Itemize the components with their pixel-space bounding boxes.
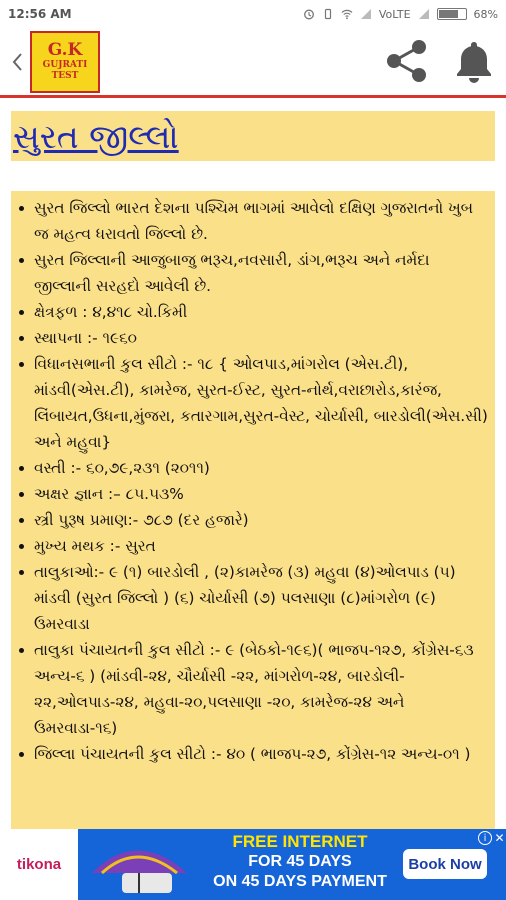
signal-icon-2 <box>418 8 430 20</box>
list-item: ક્ષેત્રફળ : ૪,૪૧૮ ચો.કિમી <box>19 299 489 325</box>
ad-copy <box>200 833 400 890</box>
ad-brand: tikona <box>16 856 62 873</box>
logo-test: TEST <box>51 71 79 81</box>
facts-box <box>11 191 495 829</box>
bell-icon[interactable] <box>452 38 496 84</box>
ad-headline: FREE INTERNET <box>232 832 368 851</box>
list-item: વસ્તી :- ૬૦,૭૯,૨૩૧ (૨૦૧૧) <box>19 455 489 481</box>
alarm-icon <box>303 8 315 20</box>
list-item: તાલુકા પંચાયતની કુલ સીટો :- ૯ (બેઠકો-૧૯૬)( ભાજપ-૧૨૭, કોંગ્રેસ-૬૩ અન્ય-૬ ) (માંડવી-૨૪, ચૌર્યાસી -૨૨, માંગરોળ-૨૪, બારડોલી- ૨૨,ઓલપાડ-૨૪, મહુવા-૨૦,પલસાણા -૨૦, કામરેજ-૨૪ અને ઉમરવાડા-૧૬) <box>19 637 489 741</box>
list-item: જિલ્લા પંચાયતની કુલ સીટો :- ૪૦ ( ભાજપ-૨૭, કોંગ્રેસ-૧૨ અન્ય-૦૧ ) <box>19 741 489 767</box>
ad-line2: FOR 45 DAYS <box>248 852 352 870</box>
facts-list <box>19 195 489 767</box>
ad-line3: ON 45 DAYS PAYMENT <box>213 872 387 890</box>
app-bar <box>0 28 506 98</box>
share-icon[interactable] <box>384 38 430 84</box>
battery-percent: 68% <box>473 7 498 21</box>
logo-gk: G.K <box>47 40 83 60</box>
app-logo <box>30 31 100 93</box>
signal-icon <box>360 8 372 20</box>
back-icon <box>11 52 23 72</box>
status-icons <box>303 8 498 21</box>
article-content[interactable] <box>0 101 506 829</box>
status-time: 12:56 AM <box>8 7 72 21</box>
list-item: સુરત જિલ્લાની આજુબાજુ ભરૂચ,નવસારી, ડાંગ,ભરૂચ અને નર્મદા જીલ્લાની સરહદો આવેલી છે. <box>19 247 489 299</box>
ad-close-icon[interactable]: ✕ <box>494 830 505 845</box>
back-button[interactable] <box>4 42 30 82</box>
list-item: સ્ત્રી પુરૂષ પ્રમાણ:- ૭૮૭ (દર હજારે) <box>19 507 489 533</box>
tikona-logo <box>0 829 78 900</box>
status-bar <box>0 0 506 28</box>
book-now-button[interactable]: Book Now <box>403 849 487 879</box>
ad-info-icon[interactable]: i <box>478 831 492 845</box>
ad-banner[interactable] <box>0 829 506 900</box>
list-item: સ્થાપના :- ૧૯૬૦ <box>19 325 489 351</box>
wifi-icon <box>341 8 353 20</box>
battery-icon <box>437 8 467 20</box>
list-item: સુરત જિલ્લો ભારત દેશના પશ્ચિમ ભાગમાં આવેલો દક્ષિણ ગુજરાતનો ખુબ જ મહત્વ ધરાવતો જિલ્લો છે. <box>19 195 489 247</box>
list-item: તાલુકાઓ:- ૯ (૧) બારડોલી , (૨)કામરેજ (૩) મહુવા (૪)ઓલપાડ (૫) માંડવી (સુરત જિલ્લો ) (૬) ચોર્યાસી (૭) પલસાણા (૮)માંગરોળ (૯) ઉમરવાડા <box>19 559 489 637</box>
title-box <box>11 111 495 161</box>
network-label: VoLTE <box>378 7 411 21</box>
logo-gujrati: GUJRATI <box>42 60 88 70</box>
vibrate-icon <box>322 8 334 20</box>
list-item: મુખ્ય મથક :- સુરત <box>19 533 489 559</box>
page-title: સુરત જીલ્લો <box>13 117 179 156</box>
list-item: વિધાનસભાની કુલ સીટો :- ૧૮ { ઓલપાડ,માંગરોલ (એસ.ટી), માંડવી(એસ.ટી), કામરેજ, સુરત-ઈસ્ટ, સુરત-નોર્થ,વરાછારોડ,કારંજ, લિંબાયત,ઉધના,મુંજરા, કતારગામ,સુરત-વેસ્ટ, ચોર્યાસી, બારડોલી(એસ.સી) અને મહુવા} <box>19 351 489 455</box>
list-item: અક્ષર જ્ઞાન :– ૮૫.૫૩% <box>19 481 489 507</box>
